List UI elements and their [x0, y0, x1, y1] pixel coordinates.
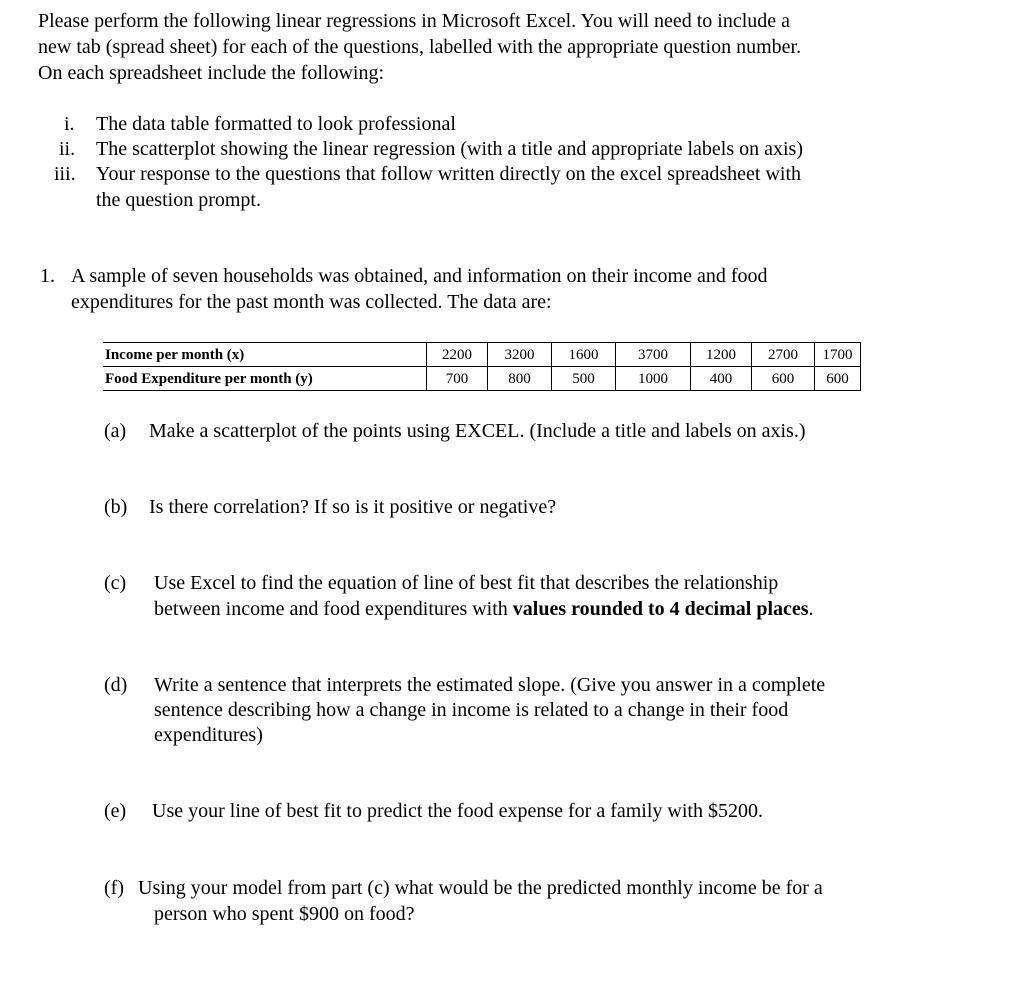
food-value-3: 500	[552, 367, 616, 391]
requirement-ii-text: The scatterplot showing the linear regression (with a title and appropriate labels on axis)	[96, 138, 804, 160]
part-c-text-1: Use Excel to find the equation of line of best fit that describes the relationship	[154, 572, 779, 594]
part-f-text-1: Using your model from part (c) what would be the predicted monthly income be for a	[138, 877, 823, 899]
food-row	[103, 367, 861, 391]
part-c-text-2-pre: between income and food expenditures with	[154, 598, 513, 620]
intro-line-3: On each spreadsheet include the following:	[38, 62, 384, 84]
question-number: 1.	[40, 265, 55, 287]
food-value-2: 800	[488, 367, 552, 391]
part-e-marker: (e)	[104, 800, 127, 822]
food-value-1: 700	[427, 367, 488, 391]
part-c-text-2	[154, 596, 814, 622]
food-value-7: 600	[815, 367, 861, 391]
part-d-text-2: sentence describing how a change in income is related to a change in their food	[154, 699, 789, 721]
requirement-marker-iii: iii.	[54, 163, 76, 185]
food-value-5: 400	[691, 367, 752, 391]
income-value-1: 2200	[427, 343, 488, 367]
part-f-marker: (f)	[104, 877, 124, 899]
part-a-marker: (a)	[104, 420, 127, 442]
requirement-marker-i: i.	[64, 113, 75, 135]
part-c-emphasis: values rounded to 4 decimal places	[512, 598, 809, 620]
part-d-text-1: Write a sentence that interprets the estimated slope. (Give you answer in a complete	[154, 674, 826, 696]
part-d-text-3: expenditures)	[154, 724, 263, 746]
requirement-iii-text-2: the question prompt.	[96, 189, 261, 211]
food-value-4: 1000	[616, 367, 691, 391]
income-value-4: 3700	[616, 343, 691, 367]
income-row	[103, 343, 861, 367]
income-value-6: 2700	[752, 343, 815, 367]
intro-line-2: new tab (spread sheet) for each of the questions, labelled with the appropriate question number.	[38, 36, 802, 58]
intro-line-1: Please perform the following linear regressions in Microsoft Excel. You will need to include a	[38, 10, 791, 32]
part-c-text-2-post: .	[808, 598, 814, 620]
income-value-5: 1200	[691, 343, 752, 367]
income-value-2: 3200	[488, 343, 552, 367]
food-value-6: 600	[752, 367, 815, 391]
part-e-text: Use your line of best fit to predict the food expense for a family with $5200.	[152, 800, 763, 822]
part-f-text-2: person who spent $900 on food?	[154, 903, 415, 925]
part-c-marker: (c)	[104, 572, 127, 594]
income-value-7: 1700	[815, 343, 861, 367]
part-a-text: Make a scatterplot of the points using EXCEL. (Include a title and labels on axis.)	[149, 420, 806, 442]
income-value-3: 1600	[552, 343, 616, 367]
requirement-i-text: The data table formatted to look professional	[96, 113, 456, 135]
food-label: Food Expenditure per month (y)	[103, 367, 427, 391]
question-1-line-1: A sample of seven households was obtained, and information on their income and food	[71, 265, 768, 287]
requirement-iii-text-1: Your response to the questions that follow written directly on the excel spreadsheet with	[96, 163, 802, 185]
requirement-marker-ii: ii.	[59, 138, 76, 160]
part-b-text: Is there correlation? If so is it positive or negative?	[149, 496, 557, 518]
part-b-marker: (b)	[104, 496, 128, 518]
income-label: Income per month (x)	[103, 343, 427, 367]
question-1-line-2: expenditures for the past month was collected. The data are:	[71, 291, 552, 313]
part-d-marker: (d)	[104, 674, 128, 696]
data-table	[103, 342, 861, 391]
